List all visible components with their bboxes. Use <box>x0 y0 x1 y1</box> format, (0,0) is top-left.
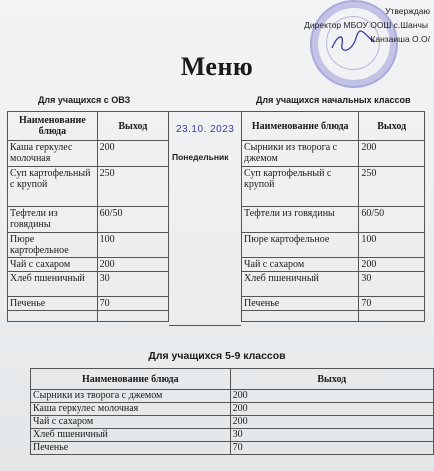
dish-name: Хлеб пшеничный <box>242 272 359 297</box>
dish-name <box>242 311 359 322</box>
table-row <box>242 167 425 207</box>
table-header-row <box>8 112 169 141</box>
table-header-row <box>242 112 425 141</box>
dish-output: 200 <box>359 141 425 167</box>
dish-name: Тефтели из говядины <box>8 207 98 233</box>
dish-output <box>359 311 425 322</box>
table-row <box>31 416 434 429</box>
dish-output: 200 <box>97 258 168 272</box>
right-section-heading: Для учащихся начальных классов <box>256 95 411 105</box>
weekday-label: Понедельник <box>172 152 229 162</box>
column-header-output: Выход <box>359 112 425 141</box>
dish-output: 200 <box>230 390 433 403</box>
bottom-section-heading: Для учащихся 5-9 классов <box>148 350 286 362</box>
table-row <box>242 297 425 311</box>
dish-name: Пюре картофельное <box>8 233 98 258</box>
dish-output: 70 <box>230 442 433 455</box>
dish-name: Хлеб пшеничный <box>31 429 231 442</box>
left-section-heading: Для учащихся с ОВЗ <box>38 95 131 105</box>
approval-line-2: Директор МБОУ ООШ с.Шанчы <box>304 20 428 30</box>
dish-output: 200 <box>230 416 433 429</box>
column-header-name: Наименование блюда <box>31 369 231 390</box>
dish-output: 250 <box>97 167 168 207</box>
table-row <box>31 390 434 403</box>
column-header-name: Наименование блюда <box>8 112 98 141</box>
column-header-output: Выход <box>97 112 168 141</box>
left-menu-table <box>7 111 169 322</box>
dish-name: Хлеб пшеничный <box>8 272 98 297</box>
dish-output: 100 <box>359 233 425 258</box>
table-row <box>242 141 425 167</box>
table-row <box>242 233 425 258</box>
table-row <box>8 233 169 258</box>
dish-name: Чай с сахаром <box>242 258 359 272</box>
dish-name: Тефтели из говядины <box>242 207 359 233</box>
date-column <box>169 111 241 326</box>
dish-name: Суп картофельный с крупой <box>242 167 359 207</box>
table-row <box>242 272 425 297</box>
dish-output: 60/50 <box>359 207 425 233</box>
dish-name <box>8 311 98 322</box>
column-header-name: Наименование блюда <box>242 112 359 141</box>
dish-output: 30 <box>230 429 433 442</box>
table-header-row <box>31 369 434 390</box>
dish-output: 60/50 <box>97 207 168 233</box>
dish-output: 200 <box>97 141 168 167</box>
dish-name: Суп картофельный с крупой <box>8 167 98 207</box>
dish-name: Сырники из творога с джемом <box>242 141 359 167</box>
dish-name: Чай с сахаром <box>31 416 231 429</box>
dish-name: Печенье <box>8 297 98 311</box>
table-row <box>31 442 434 455</box>
dish-output: 70 <box>97 297 168 311</box>
bottom-menu-table <box>30 368 434 455</box>
dish-output: 200 <box>230 403 433 416</box>
table-row <box>242 258 425 272</box>
table-row <box>8 297 169 311</box>
dish-name: Каша геркулес молочная <box>8 141 98 167</box>
table-row <box>8 167 169 207</box>
column-header-output: Выход <box>230 369 433 390</box>
table-row <box>8 258 169 272</box>
table-row <box>8 272 169 297</box>
dish-output <box>97 311 168 322</box>
page-title: Меню <box>180 52 254 81</box>
dish-name: Каша геркулес молочная <box>31 403 231 416</box>
dish-output: 70 <box>359 297 425 311</box>
dish-name: Печенье <box>242 297 359 311</box>
table-row <box>8 141 169 167</box>
dish-name: Чай с сахаром <box>8 258 98 272</box>
dish-name: Печенье <box>31 442 231 455</box>
dish-name: Сырники из творога с джемом <box>31 390 231 403</box>
dish-output: 30 <box>359 272 425 297</box>
approval-line-3: Канзаиша О.О/ <box>370 34 430 44</box>
approval-block <box>270 4 430 46</box>
table-row <box>8 207 169 233</box>
dish-name: Пюре картофельное <box>242 233 359 258</box>
dish-output: 250 <box>359 167 425 207</box>
table-row <box>31 403 434 416</box>
dish-output: 100 <box>97 233 168 258</box>
table-row <box>242 207 425 233</box>
table-row <box>8 311 169 322</box>
menu-date: 23.10. 2023 <box>176 124 235 135</box>
table-row <box>242 311 425 322</box>
table-row <box>31 429 434 442</box>
approval-line-1: Утверждаю <box>385 6 430 16</box>
right-menu-table <box>241 111 425 322</box>
dish-output: 30 <box>97 272 168 297</box>
dish-output: 200 <box>359 258 425 272</box>
